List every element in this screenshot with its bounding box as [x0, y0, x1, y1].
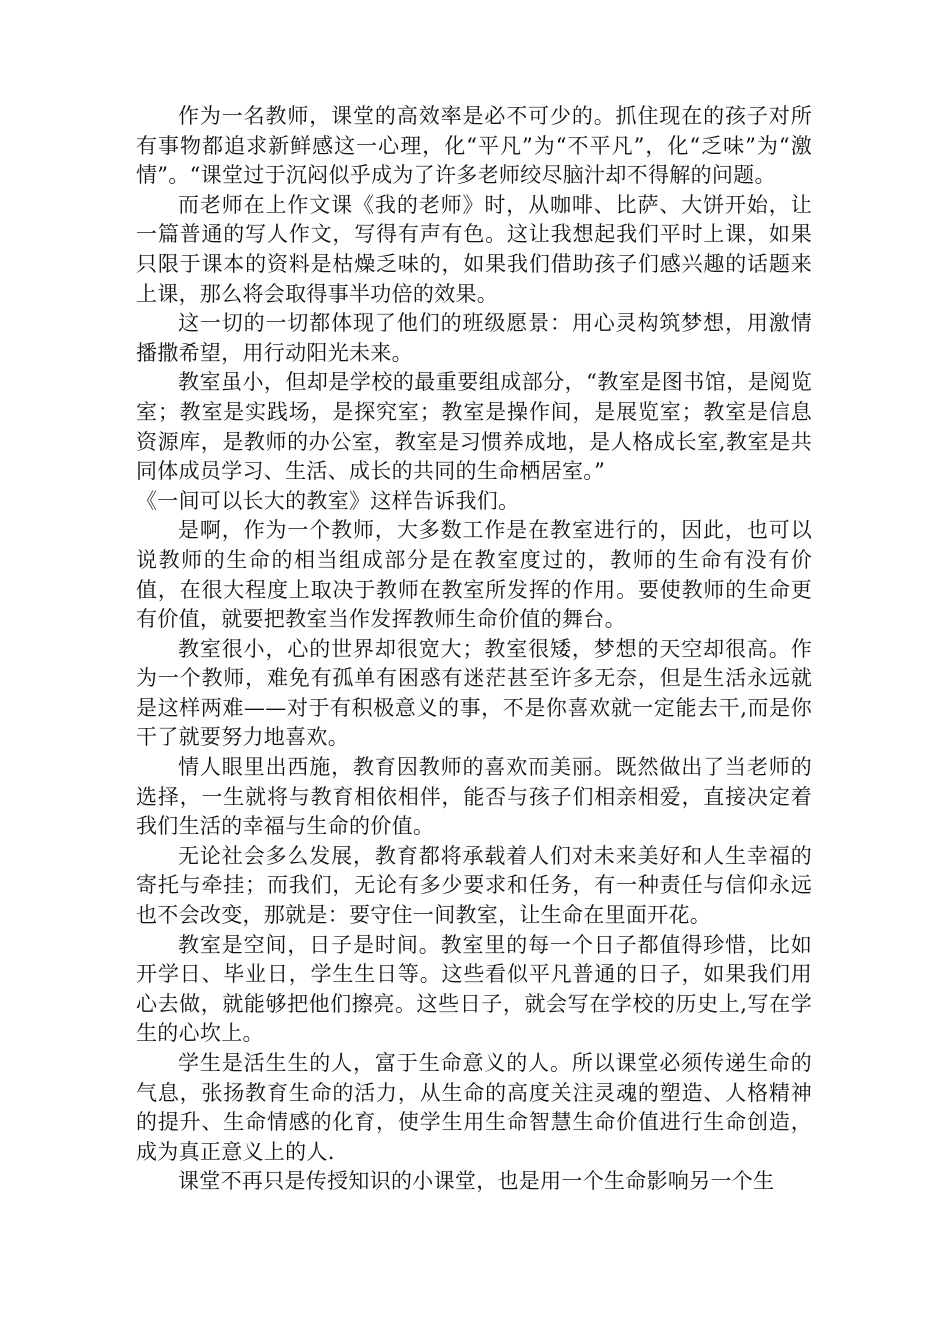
paragraph-6: 是啊，作为一个教师，大多数工作是在教室进行的，因此，也可以说教师的生命的相当组成部分是在教室度过的，教师的生命有没有价值，在很大程度上取决于教师在教室所发挥的作用。要使教师的生命更有价值，就要把教室当作发挥教师生命价值的舞台。 [136, 518, 812, 632]
paragraph-2: 而老师在上作文课《我的老师》时，从咖啡、比萨、大饼开始，让一篇普通的写人作文，写得有声有色。这让我想起我们平时上课，如果只限于课本的资料是枯燥乏味的，如果我们借助孩子们感兴趣的话题来上课，那么将会取得事半功倍的效果。 [136, 192, 812, 306]
paragraph-3: 这一切的一切都体现了他们的班级愿景：用心灵构筑梦想，用激情播撒希望，用行动阳光未来。 [136, 311, 812, 365]
paragraph-8: 情人眼里出西施，教育因教师的喜欢而美丽。既然做出了当老师的选择，一生就将与教育相依相伴，能否与孩子们相亲相爱，直接决定着我们生活的幸福与生命的价值。 [136, 755, 812, 839]
paragraph-1: 作为一名教师，课堂的高效率是必不可少的。抓住现在的孩子对所有事物都追求新鲜感这一心理，化“平凡”为“不平凡”，化“乏味”为“激情”。“课堂过于沉闷似乎成为了许多老师绞尽脑汁却不得解的问题。 [136, 104, 812, 188]
paragraph-11: 学生是活生生的人，富于生命意义的人。所以课堂必须传递生命的气息，张扬教育生命的活力，从生命的高度关注灵魂的塑造、人格精神的提升、生命情感的化育，使学生用生命智慧生命价值进行生命创造，成为真正意义上的人. [136, 1051, 812, 1164]
paragraph-9: 无论社会多么发展，教育都将承载着人们对未来美好和人生幸福的寄托与牵挂；而我们，无论有多少要求和任务，有一种责任与信仰永远也不会改变，那就是：要守住一间教室，让生命在里面开花。 [136, 843, 812, 928]
paragraph-5: 《一间可以长大的教室》这样告诉我们。 [136, 488, 520, 513]
paragraph-12: 课堂不再只是传授知识的小课堂，也是用一个生命影响另一个生 [178, 1169, 775, 1194]
document-body [136, 102, 812, 1197]
paragraph-7: 教室很小，心的世界却很宽大；教室很矮，梦想的天空却很高。作为一个教师，难免有孤单有困惑有迷茫甚至许多无奈，但是生活永远就是这样两难——对于有积极意义的事，不是你喜欢就一定能去干,而是你干了就要努力地喜欢。 [136, 636, 812, 750]
paragraph-4: 教室虽小，但却是学校的最重要组成部分，“教室是图书馆，是阅览室；教室是实践场，是探究室；教室是操作间，是展览室；教室是信息资源库，是教师的办公室，教室是习惯养成地，是人格成长室,教室是共同体成员学习、生活、成长的共同的生命栖居室。” [136, 370, 812, 484]
paragraph-10: 教室是空间，日子是时间。教室里的每一个日子都值得珍惜，比如开学日、毕业日，学生生日等。这些看似平凡普通的日子，如果我们用心去做，就能够把他们擦亮。这些日子，就会写在学校的历史上,写在学生的心坎上。 [136, 932, 812, 1046]
